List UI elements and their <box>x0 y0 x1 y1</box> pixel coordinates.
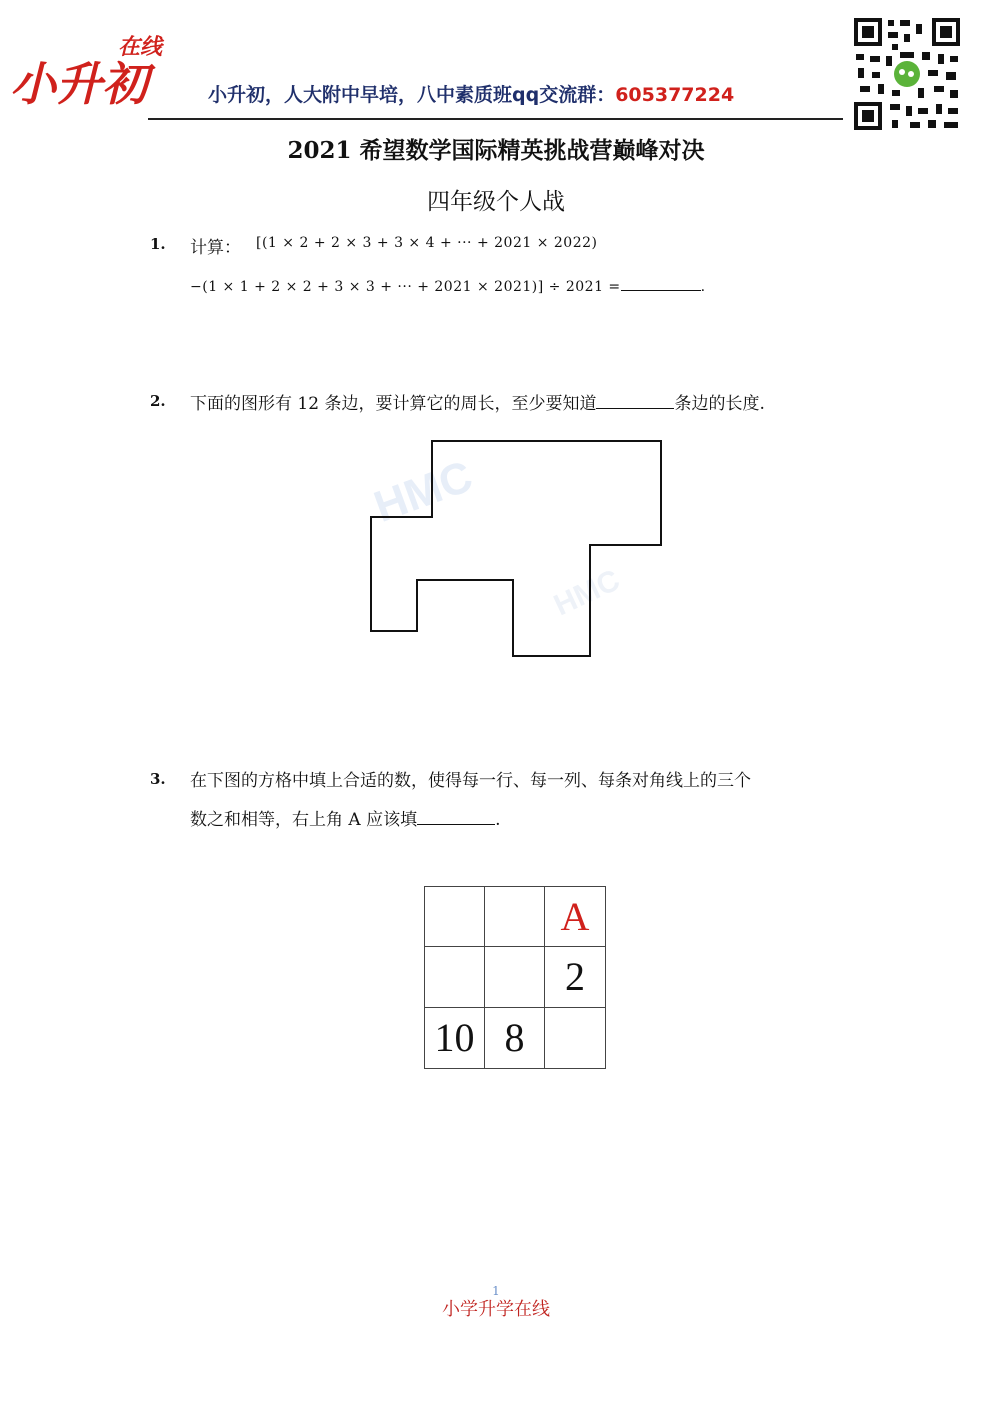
magic-square-grid <box>424 886 606 1069</box>
qr-code-icon <box>852 16 962 132</box>
question-1-label: 计算： <box>190 238 241 258</box>
question-number: 2. <box>150 392 166 410</box>
grid-cell: 10 <box>425 1008 485 1068</box>
answer-blank <box>596 392 674 409</box>
grid-cell <box>485 947 545 1007</box>
watermark-logo: HMC <box>367 451 479 532</box>
question-3-line1: 在下图的方格中填上合适的数，使得每一行、每一列、每条对角线上的三个 <box>190 771 751 791</box>
question-2-text <box>190 389 765 414</box>
footer-text: 小学升学在线 <box>442 1299 550 1320</box>
brand-logo <box>10 22 175 110</box>
grid-cell <box>485 887 545 947</box>
qq-number: 605377224 <box>615 84 735 106</box>
logo-text: 小升初 <box>10 58 148 110</box>
grid-cell <box>425 887 485 947</box>
question-3-line2-after: . <box>495 810 501 830</box>
question-1-end: . <box>700 279 706 295</box>
watermark-logo: HMC <box>548 563 625 623</box>
question-3-line2-before: 数之和相等，右上角 A 应该填 <box>190 810 418 830</box>
page-title: 2021 希望数学国际精英挑战营巅峰对决 <box>287 137 705 164</box>
page-subtitle: 四年级个人战 <box>427 189 565 215</box>
question-1-expression-line1: [(1 × 2 + 2 × 3 + 3 × 4 + ··· + 2021 × 2022) <box>256 235 598 251</box>
question-2-text-before: 下面的图形有 12 条边，要计算它的周长，至少要知道 <box>190 394 597 414</box>
page-number: 1 <box>492 1284 500 1298</box>
question-3-line2 <box>190 805 501 830</box>
answer-blank <box>621 274 701 291</box>
header-rule <box>148 118 843 120</box>
question-1-expression-line2: −(1 × 1 + 2 × 2 + 3 × 3 + ··· + 2021 × 2021)] ÷ 2021 = <box>190 279 621 295</box>
polygon-figure <box>352 430 684 678</box>
grid-cell: 2 <box>545 947 605 1007</box>
question-2-text-after: 条边的长度. <box>674 394 765 414</box>
question-number: 3. <box>150 770 166 788</box>
grid-cell-a: A <box>545 887 605 947</box>
grid-cell <box>545 1008 605 1068</box>
logo-subtext: 在线 <box>118 34 163 59</box>
grid-cell <box>425 947 485 1007</box>
question-1-expression-line2-wrap <box>190 274 706 295</box>
question-number: 1. <box>150 235 166 253</box>
header-banner-text: 小升初，人大附中早培，八中素质班qq交流群： <box>208 84 616 106</box>
grid-cell: 8 <box>485 1008 545 1068</box>
answer-blank <box>417 808 495 825</box>
header-banner <box>208 80 734 107</box>
